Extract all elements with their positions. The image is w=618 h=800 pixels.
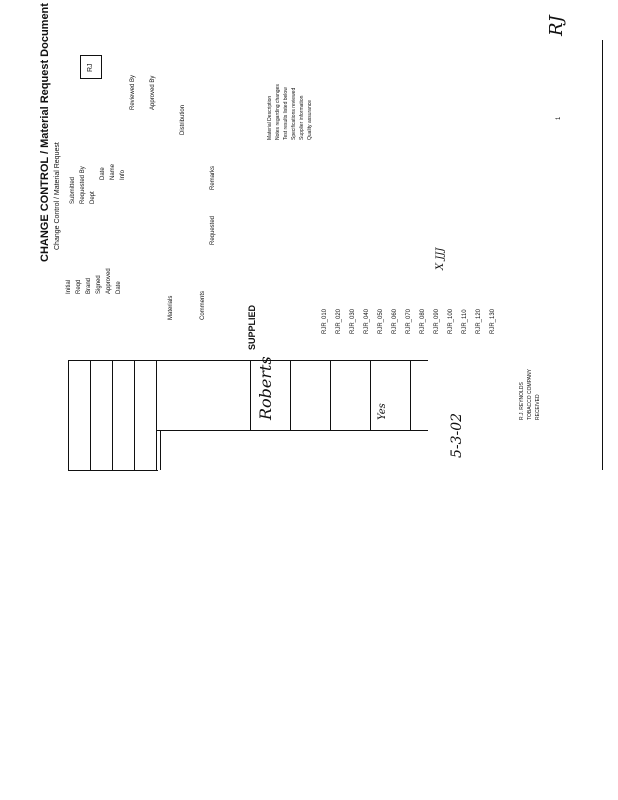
grid-line — [160, 430, 161, 470]
stamp-line-2: TOBACCO COMPANY — [527, 369, 533, 420]
reviewed-by-label: Reviewed By — [130, 74, 136, 110]
requested-label: Requested — [210, 215, 216, 245]
handwritten-initials: RJ — [546, 15, 567, 36]
materials-label: Materials — [168, 295, 174, 320]
column-code: RJR_070 — [406, 308, 412, 334]
handwritten-note: Yes — [377, 403, 388, 420]
grid-line — [112, 360, 113, 470]
column-code: RJR_030 — [350, 308, 356, 334]
comments-label: Comments — [200, 290, 206, 320]
document-title: CHANGE CONTROL / Material Request Document — [39, 3, 51, 262]
grid-line — [410, 360, 411, 430]
left-label-5: Approved — [106, 268, 112, 294]
column-code: RJR_010 — [322, 308, 328, 334]
page-number: 1 — [556, 116, 562, 120]
column-code: RJR_120 — [476, 308, 482, 334]
remarks-label: Remarks — [210, 165, 216, 190]
list-line-2: Notes regarding changes — [275, 84, 281, 140]
column-code: RJR_110 — [462, 309, 468, 334]
page-border — [602, 40, 603, 470]
grid-line — [156, 360, 157, 470]
list-line-6: Quality assurance — [307, 99, 313, 140]
grid-line — [134, 360, 135, 470]
column-code: RJR_020 — [336, 308, 342, 334]
list-line-1: Material Description — [267, 95, 273, 140]
left-label-6: Date — [116, 281, 122, 294]
list-line-4: Specifications reviewed — [291, 87, 297, 140]
column-code: RJR_050 — [378, 308, 384, 334]
stamp-line-3: RECEIVED — [535, 394, 541, 420]
column-code: RJR_090 — [434, 308, 440, 334]
form-id: RJ — [87, 63, 94, 72]
header-field-1-value: Date — [100, 167, 106, 180]
document-subtitle: Change Control / Material Request — [54, 142, 61, 250]
grid-line — [90, 360, 91, 470]
distribution-label: Distribution — [180, 104, 186, 135]
column-code: RJR_100 — [448, 308, 454, 334]
column-code: RJR_080 — [420, 308, 426, 334]
left-label-1: Initial — [66, 279, 72, 294]
left-label-3: Brand — [86, 277, 92, 294]
approved-by-label: Approved By — [150, 75, 156, 110]
supplied-label: SUPPLIED — [247, 304, 257, 350]
handwritten-numbers: 5-3-02 — [449, 412, 465, 458]
form-id-box — [80, 55, 102, 79]
header-field-3-value: Info — [120, 169, 126, 180]
handwritten-signature: Roberts — [256, 356, 275, 420]
column-code: RJR_060 — [392, 308, 398, 334]
header-field-2-value: Name — [110, 163, 116, 180]
left-label-2: Reqd — [76, 279, 82, 294]
left-label-4: Signed — [96, 275, 102, 294]
grid-line — [156, 430, 428, 431]
header-field-2-label: Requested By — [80, 166, 86, 204]
header-field-3-label: Dept — [90, 191, 96, 204]
grid-line — [68, 360, 428, 361]
column-code: RJR_130 — [490, 308, 496, 334]
list-line-5: Supplier information — [299, 95, 305, 140]
stamp-line-1: R.J. REYNOLDS — [519, 382, 525, 420]
column-code: RJR_040 — [364, 308, 370, 334]
grid-line — [68, 360, 69, 470]
grid-line — [68, 470, 158, 471]
grid-line — [290, 360, 291, 430]
header-field-1-label: Submitted — [70, 176, 76, 204]
handwritten-code: X JJJ — [435, 247, 446, 270]
grid-line — [330, 360, 331, 430]
list-line-3: Test results listed below — [283, 87, 289, 140]
grid-line — [250, 360, 251, 430]
grid-line — [370, 360, 371, 430]
